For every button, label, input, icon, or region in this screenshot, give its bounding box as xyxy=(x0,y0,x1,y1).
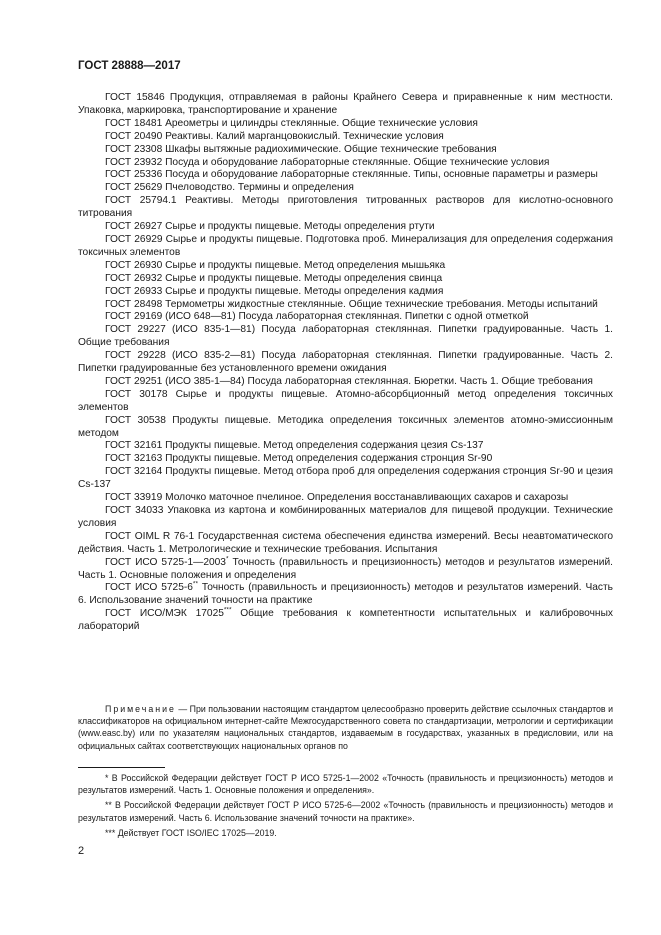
reference-item xyxy=(78,557,613,583)
reference-item: ГОСТ 25336 Посуда и оборудование лабораторные стеклянные. Типы, основные параметры и размеры xyxy=(105,169,598,181)
reference-code: ГОСТ ИСО/МЭК 17025 xyxy=(105,608,224,620)
reference-item: ГОСТ 23308 Шкафы вытяжные радиохимические. Общие технические требования xyxy=(105,143,497,155)
reference-item: ГОСТ 15846 Продукция, отправляемая в районы Крайнего Севера и приравненные к ним местности. Упаковка, маркировка, транспортирование и хранение xyxy=(78,92,613,116)
reference-item: ГОСТ 29251 (ИСО 385-1—84) Посуда лабораторная стеклянная. Бюретки. Часть 1. Общие требования xyxy=(105,375,593,387)
reference-item: ГОСТ 26927 Сырье и продукты пищевые. Методы определения ртути xyxy=(105,221,435,233)
footnotes xyxy=(78,772,613,842)
reference-code: ГОСТ ИСО 5725-6 xyxy=(105,582,193,594)
reference-title: Точность (правильность и прецизионность) методов и результатов измерений. Часть 1. Основные положения и определения xyxy=(78,556,613,581)
reference-item: ГОСТ 33919 Молочко маточное пчелиное. Определения восстанавливающих сахаров и сахарозы xyxy=(105,492,569,504)
reference-item: ГОСТ 20490 Реактивы. Калий марганцовокислый. Технические условия xyxy=(105,130,444,142)
reference-item: ГОСТ 34033 Упаковка из картона и комбинированных материалов для пищевой продукции. Технические условия xyxy=(78,505,613,529)
reference-item: ГОСТ 26929 Сырье и продукты пищевые. Подготовка проб. Минерализация для определения содержания токсичных элементов xyxy=(78,233,613,258)
reference-item: ГОСТ 25629 Пчеловодство. Термины и определения xyxy=(105,182,354,194)
footnote-marker: ** xyxy=(192,581,198,589)
reference-item: ГОСТ 18481 Ареометры и цилиндры стеклянные. Общие технические условия xyxy=(105,117,478,129)
reference-item: ГОСТ 32163 Продукты пищевые. Метод определения содержания стронция Sr-90 xyxy=(105,453,493,465)
footnote-divider xyxy=(78,767,165,768)
reference-item: ГОСТ 26930 Сырье и продукты пищевые. Метод определения мышьяка xyxy=(105,259,446,271)
reference-item: ГОСТ 32164 Продукты пищевые. Метод отбора проб для определения содержания стронция Sr-90 и цезия Cs-137 xyxy=(78,466,613,491)
reference-code: ГОСТ ИСО 5725-1—2003 xyxy=(105,556,226,568)
reference-item: ГОСТ OIML R 76-1 Государственная система обеспечения единства измерений. Весы неавтоматического действия. Часть 1. Метрологические и технические требования. Испытания xyxy=(78,530,613,555)
reference-item: ГОСТ 26932 Сырье и продукты пищевые. Методы определения свинца xyxy=(105,272,443,284)
reference-item: ГОСТ 25794.1 Реактивы. Методы приготовления титрованных растворов для кислотно-основного титрования xyxy=(78,195,613,220)
reference-item xyxy=(78,582,613,608)
reference-item: ГОСТ 32161 Продукты пищевые. Метод определения содержания цезия Cs-137 xyxy=(105,440,484,452)
page-number: 2 xyxy=(78,845,85,857)
note-paragraph xyxy=(78,703,613,752)
normative-references-list xyxy=(78,92,613,634)
reference-title: Общие требования к компетентности испытательных и калибровочных лабораторий xyxy=(78,608,613,633)
reference-item xyxy=(78,608,613,634)
footnote-item: *** Действует ГОСТ ISO/IEC 17025—2019. xyxy=(105,827,277,838)
reference-item: ГОСТ 28498 Термометры жидкостные стеклянные. Общие технические требования. Методы испытаний xyxy=(105,298,598,310)
reference-item: ГОСТ 29228 (ИСО 835-2—81) Посуда лабораторная стеклянная. Пипетки градуированные. Часть 2. Пипетки градуированные без установленного времени ожидания xyxy=(78,350,613,375)
footnote-item: ** В Российской Федерации действует ГОСТ Р ИСО 5725-6—2002 «Точность (правильность и прецизионность) методов и результатов измерений. Часть 6. Использование значений точности на практике». xyxy=(78,800,613,823)
note-label: Примечание xyxy=(105,704,176,714)
footnote-marker: *** xyxy=(223,606,232,614)
footnote-item: * В Российской Федерации действует ГОСТ Р ИСО 5725-1—2002 «Точность (правильность и прецизионность) методов и результатов измерений. Часть 1. Основные положения и определения». xyxy=(78,773,613,796)
reference-item: ГОСТ 26933 Сырье и продукты пищевые. Методы определения кадмия xyxy=(105,285,444,297)
reference-item: ГОСТ 29169 (ИСО 648—81) Посуда лабораторная стеклянная. Пипетки с одной отметкой xyxy=(105,311,529,323)
reference-item: ГОСТ 30178 Сырье и продукты пищевые. Атомно-абсорбционный метод определения токсичных элементов xyxy=(78,388,613,413)
note-block xyxy=(78,703,613,752)
note-text: — При пользовании настоящим стандартом целесообразно проверить действие ссылочных стандартов и классификаторов на официальном интернет-сайте Межгосударственного совета по стандартизации, метрологии и сертификации (www.easc.by) или по указателям национальных стандартов, издаваемым в государствах, указанных в предисловии, или на официальных сайтах соответствующих национальных органов по xyxy=(78,704,613,751)
reference-item: ГОСТ 29227 (ИСО 835-1—81) Посуда лабораторная стеклянная. Пипетки градуированные. Часть 1. Общие требования xyxy=(78,324,613,349)
footnote-marker: * xyxy=(225,555,229,563)
document-header: ГОСТ 28888—2017 xyxy=(78,60,181,72)
reference-item: ГОСТ 30538 Продукты пищевые. Методика определения токсичных элементов атомно-эмиссионным методом xyxy=(78,414,613,439)
reference-title: Точность (правильность и прецизионность) методов и результатов измерений. Часть 6. Использование значений точности на практике xyxy=(78,582,613,607)
reference-item: ГОСТ 23932 Посуда и оборудование лабораторные стеклянные. Общие технические условия xyxy=(105,156,550,168)
